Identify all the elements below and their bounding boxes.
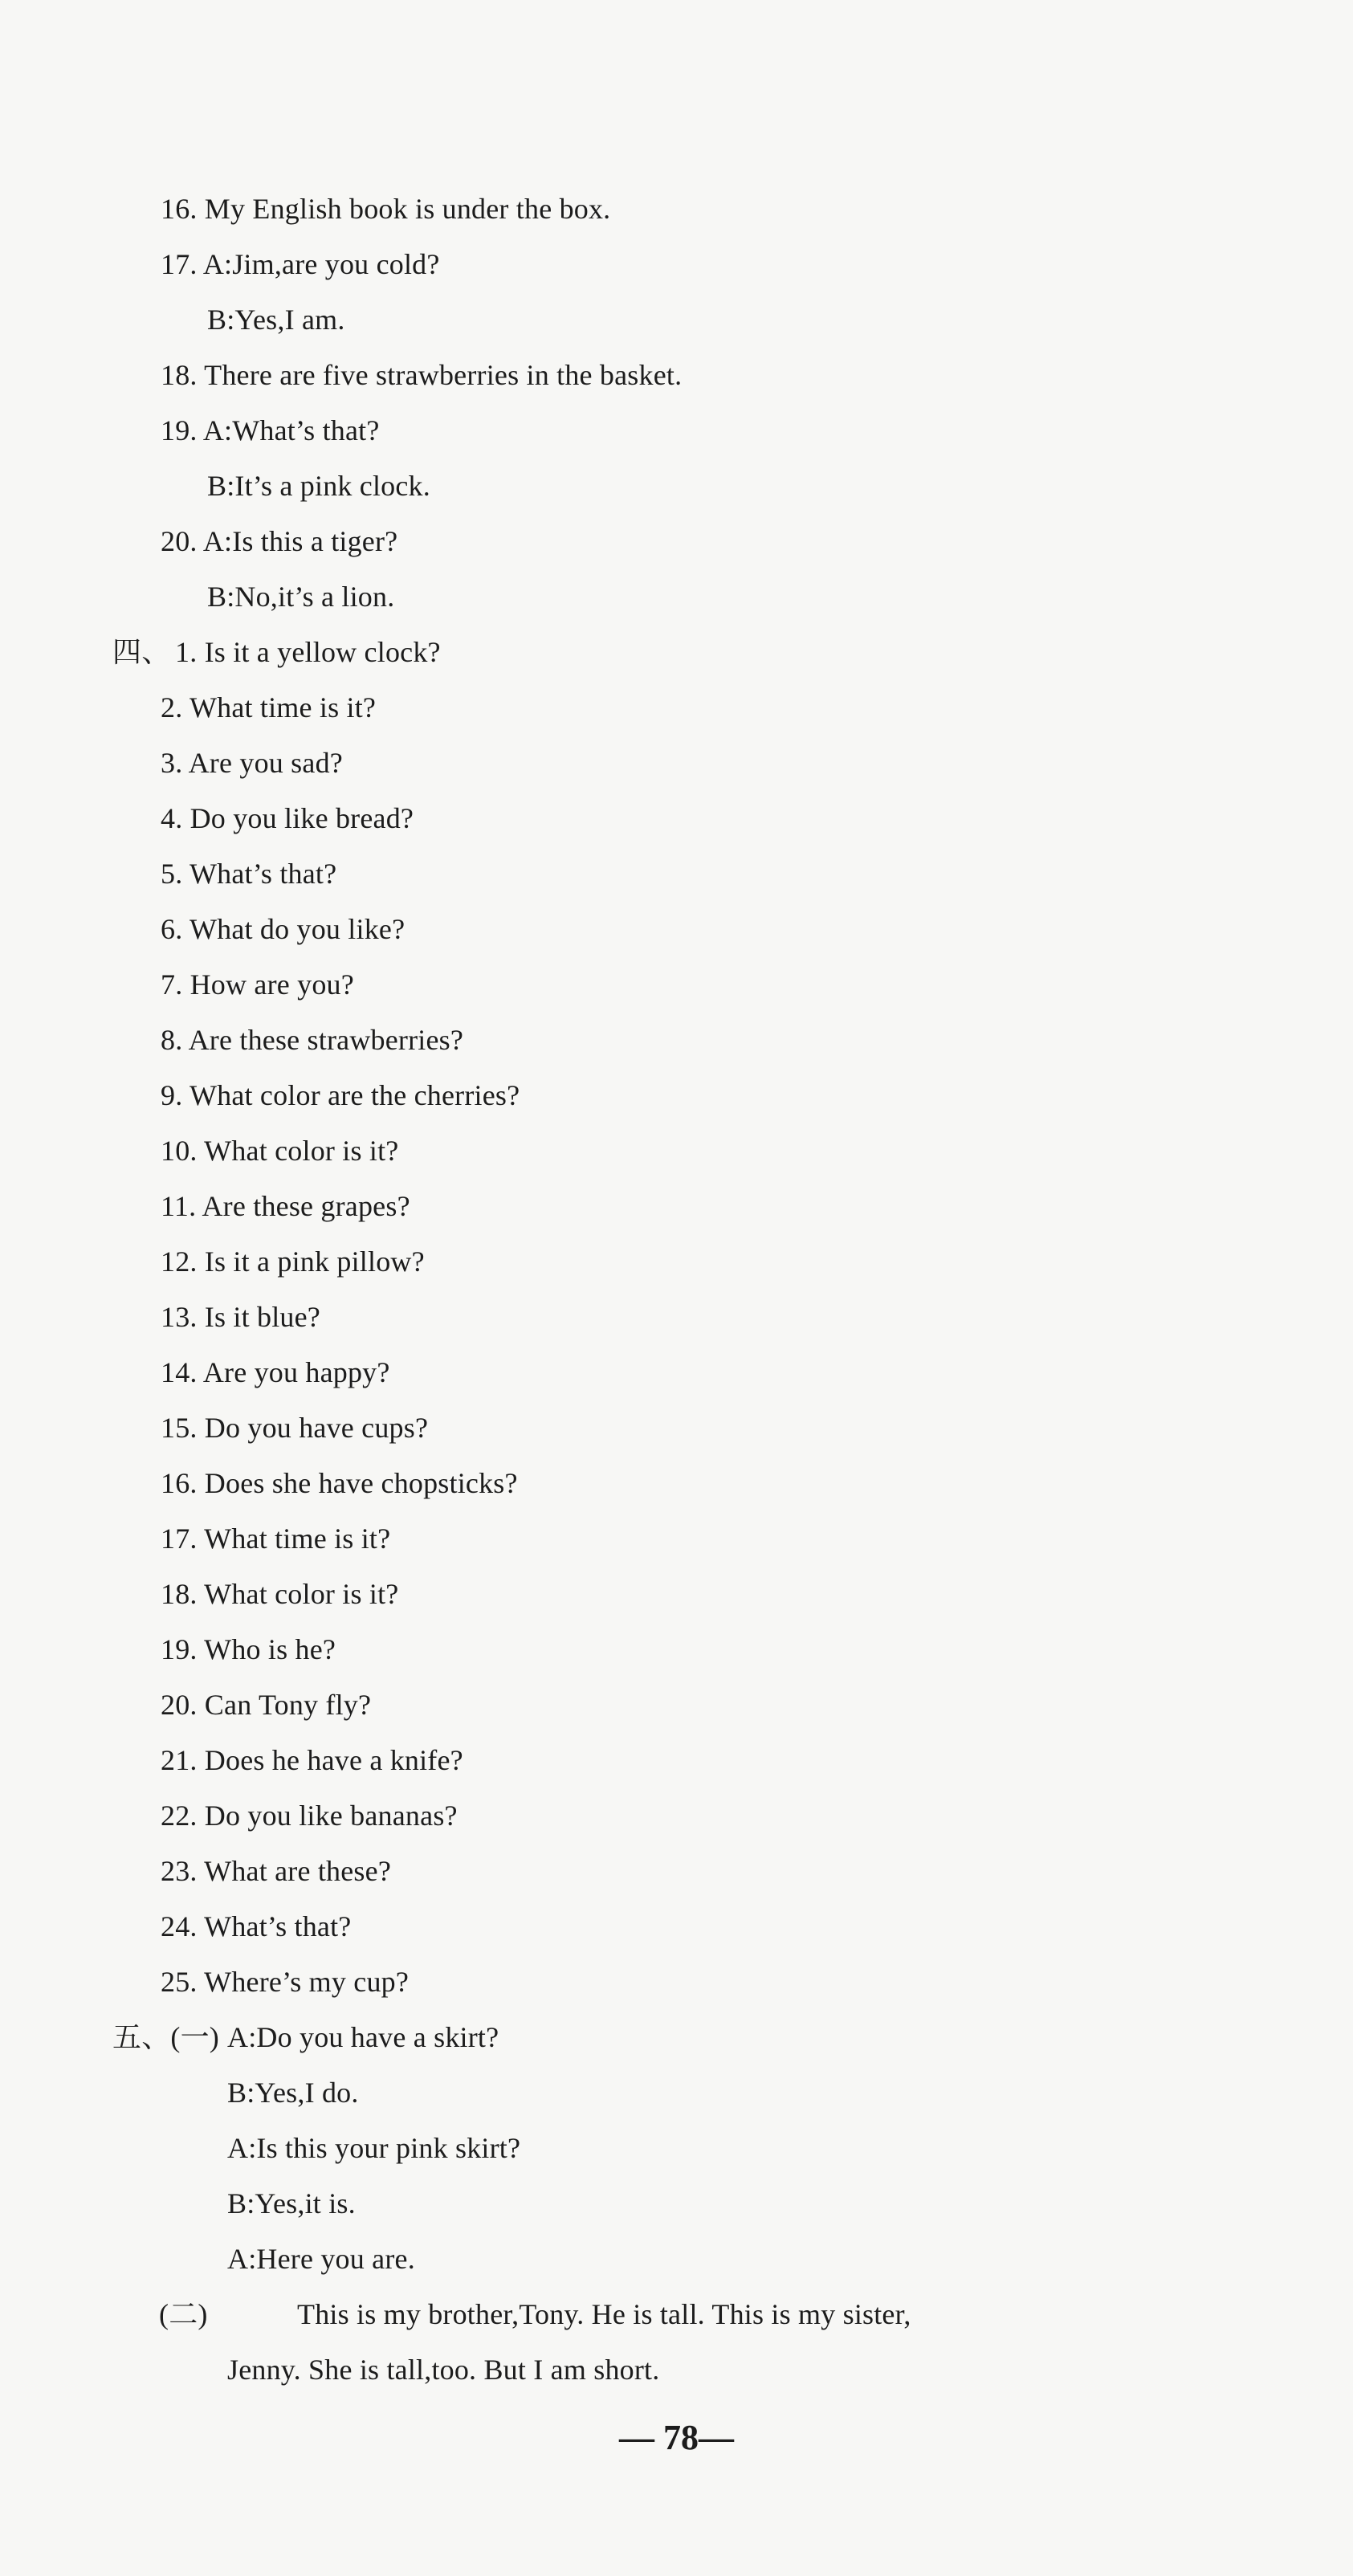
s5-dialogue-4: B:Yes,it is. xyxy=(227,2187,356,2219)
s4-item-9: 9. What color are the cherries? xyxy=(161,1079,520,1111)
s4-item-11: 11. Are these grapes? xyxy=(161,1190,410,1222)
s4-marker: 四、 xyxy=(112,636,171,668)
s4-item-21: 21. Does he have a knife? xyxy=(161,1744,463,1776)
s4-item-22: 22. Do you like bananas? xyxy=(161,1800,458,1832)
s4-item-7: 7. How are you? xyxy=(161,968,354,1001)
s4-item-6: 6. What do you like? xyxy=(161,913,405,945)
s5-part-two-marker: (二) xyxy=(159,2298,208,2330)
s4-item-17: 17. What time is it? xyxy=(161,1522,391,1555)
s3-item-16: 16. My English book is under the box. xyxy=(161,193,611,225)
s4-item-4: 4. Do you like bread? xyxy=(161,802,414,834)
s4-item-12: 12. Is it a pink pillow? xyxy=(161,1245,425,1278)
s5-dialogue-5: A:Here you are. xyxy=(227,2243,415,2275)
s4-item-8: 8. Are these strawberries? xyxy=(161,1024,464,1056)
s3-item-20a: 20. A:Is this a tiger? xyxy=(161,525,398,557)
s4-item-25: 25. Where’s my cup? xyxy=(161,1966,410,1998)
s4-item-18: 18. What color is it? xyxy=(161,1578,399,1610)
s4-item-3: 3. Are you sad? xyxy=(161,747,343,779)
s4-item-5: 5. What’s that? xyxy=(161,858,337,890)
s3-item-18: 18. There are five strawberries in the basket. xyxy=(161,359,683,391)
s4-item-1: 1. Is it a yellow clock? xyxy=(175,636,441,668)
s3-item-20b: B:No,it’s a lion. xyxy=(207,581,395,613)
s4-item-15: 15. Do you have cups? xyxy=(161,1412,429,1444)
s5-dialogue-2: B:Yes,I do. xyxy=(227,2077,359,2109)
s4-item-23: 23. What are these? xyxy=(161,1855,392,1887)
s4-item-10: 10. What color is it? xyxy=(161,1135,399,1167)
s5-part-two-line2: Jenny. She is tall,too. But I am short. xyxy=(227,2354,660,2386)
s4-item-16: 16. Does she have chopsticks? xyxy=(161,1467,518,1499)
s4-item-19: 19. Who is he? xyxy=(161,1633,336,1665)
s3-item-19a: 19. A:What’s that? xyxy=(161,414,380,446)
s3-item-19b: B:It’s a pink clock. xyxy=(207,470,430,502)
s5-dialogue-3: A:Is this your pink skirt? xyxy=(227,2132,521,2164)
s5-marker: 五、(一) xyxy=(112,2021,219,2053)
s3-item-17b: B:Yes,I am. xyxy=(207,304,345,336)
s5-dialogue-1: A:Do you have a skirt? xyxy=(227,2021,499,2053)
s4-item-2: 2. What time is it? xyxy=(161,691,377,723)
page-number: — 78— xyxy=(619,2418,734,2457)
s4-item-13: 13. Is it blue? xyxy=(161,1301,320,1333)
s5-part-two-line1: This is my brother,Tony. He is tall. This is my sister, xyxy=(297,2298,911,2330)
s4-item-20: 20. Can Tony fly? xyxy=(161,1689,372,1721)
s4-item-14: 14. Are you happy? xyxy=(161,1356,390,1388)
s3-item-17a: 17. A:Jim,are you cold? xyxy=(161,248,440,280)
s4-item-24: 24. What’s that? xyxy=(161,1910,352,1942)
